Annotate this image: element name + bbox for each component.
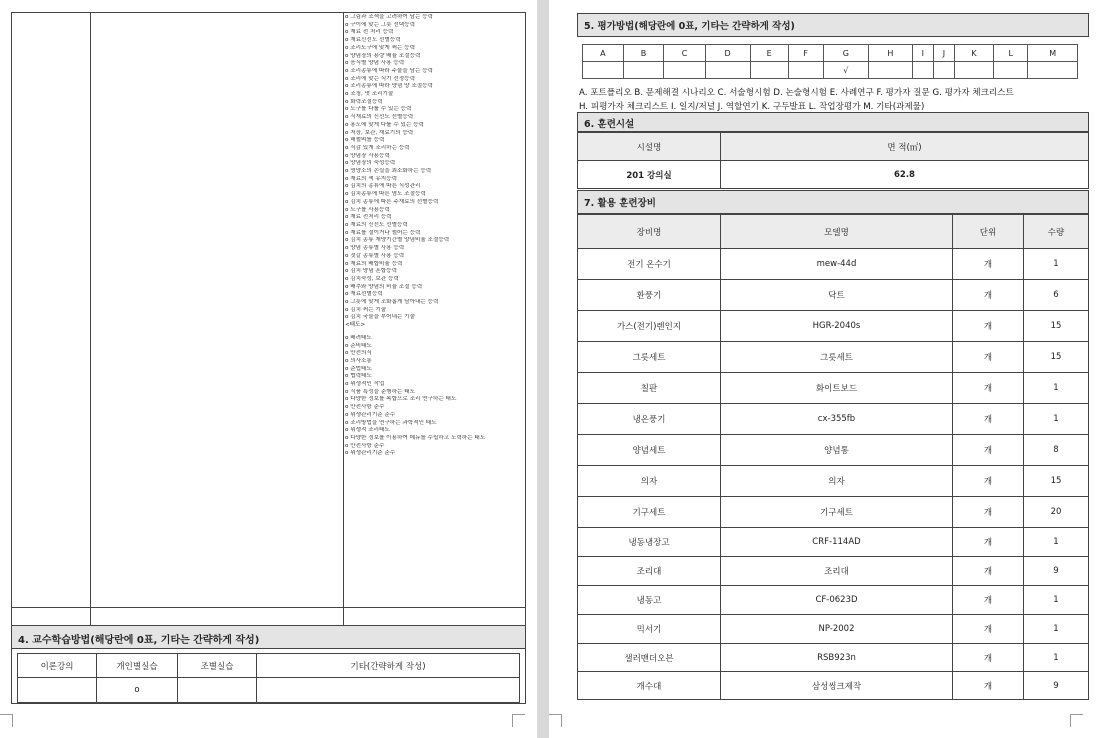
skill-bullet-item: o 재료의 신선도 선별능력 [345, 222, 517, 230]
equipment-row [578, 435, 1089, 466]
evaluation-mark-cell [583, 62, 624, 79]
equipment-name: 칠판 [578, 373, 721, 404]
equipment-model: cx-355fb [721, 404, 953, 435]
equipment-row [578, 615, 1089, 644]
skill-bullet-item: o 재료신선도 선별능력 [345, 37, 517, 45]
equipment-row [578, 373, 1089, 404]
skill-bullet-item: o 저장, 보관, 재료기의 능력 [345, 130, 517, 138]
equipment-row [578, 586, 1089, 615]
equipment-model: CF-0623D [721, 586, 953, 615]
attitude-bullet-item: o 안전사항 준수 [345, 443, 517, 451]
evaluation-mark-cell [994, 62, 1028, 79]
equipment-qty: 1 [1024, 644, 1089, 672]
equipment-model: HGR-2040s [721, 311, 953, 342]
attitude-bullet-item: o 식품 특성을 준행하는 태도 [345, 389, 517, 397]
equipment-name: 의자 [578, 466, 721, 497]
facility-header-area: 면 적(㎡) [721, 133, 1089, 161]
teaching-method-table [17, 653, 520, 703]
skill-bullet-item: o 식재료의 신선도 선별능력 [345, 114, 517, 122]
skill-bullet-item: o 재료 전처리 능력 [345, 214, 517, 222]
equipment-row [578, 311, 1089, 342]
evaluation-legend [579, 86, 1095, 114]
equipment-model: 의자 [721, 466, 953, 497]
attitude-bullet-item: o 다양한 정보를 이용하여 메뉴를 수립하고 노력하는 태도 [345, 435, 517, 443]
equipment-unit: 개 [953, 404, 1024, 435]
skill-bullet-item: o 김치의 종류에 따른 식성관리 [345, 183, 517, 191]
teaching-header-individual: 개인별실습 [97, 654, 178, 678]
attitude-bullet-item: o 의사소통 [345, 358, 517, 366]
section5-heading: 5. 평가방법(해당란에 0표, 기타는 간략하게 작성) [577, 13, 1089, 37]
equipment-qty: 20 [1024, 497, 1089, 528]
crop-mark [512, 714, 525, 727]
equipment-unit: 개 [953, 311, 1024, 342]
skill-bullet-item: o 재료 전 처리 능력 [345, 29, 517, 37]
attitude-bullets [345, 335, 517, 458]
evaluation-letter-cell: I [912, 45, 933, 62]
evaluation-letter-cell: B [623, 45, 664, 62]
equipment-name: 가스(전기)렌인지 [578, 311, 721, 342]
facility-area: 62.8 [721, 161, 1089, 189]
equipment-unit: 개 [953, 672, 1024, 700]
attitude-bullet-item: o 위생관리기준 준수 [345, 450, 517, 458]
equipment-header-qty: 수량 [1024, 215, 1089, 249]
skill-bullet-item: o 김치 국물을 부어내는 기술 [345, 314, 517, 322]
skill-bullet-item: o 김치 양념 혼합능력 [345, 268, 517, 276]
skill-bullet-item: o 음식별 양념 사용 능력 [345, 60, 517, 68]
equipment-model: CRF-114AD [721, 528, 953, 557]
equipment-row [578, 466, 1089, 497]
skill-bullets [345, 14, 517, 322]
skill-bullet-item: o 식감 있게 조리하는 능력 [345, 145, 517, 153]
skill-bullet-item: o 도구를 다룰 수 있는 능력 [345, 106, 517, 114]
equipment-name: 냉동고 [578, 586, 721, 615]
skill-bullet-item: o 구이에 맞는 그릇 선택능력 [345, 22, 517, 30]
equipment-unit: 개 [953, 528, 1024, 557]
crop-mark [1070, 714, 1083, 727]
section4-heading: 4. 교수학습방법(해당란에 0표, 기타는 간략하게 작성) [12, 625, 525, 649]
skill-bullet-item: o 양념장의 숙성능력 [345, 160, 517, 168]
equipment-unit: 개 [953, 497, 1024, 528]
equipment-name: 전기 온수기 [578, 249, 721, 280]
document-page-left[interactable] [0, 0, 537, 738]
skill-bullet-item: o 재료선별능력 [345, 291, 517, 299]
evaluation-letter-cell: E [750, 45, 788, 62]
equipment-name: 믹서기 [578, 615, 721, 644]
attitude-label: <태도> [345, 322, 366, 329]
teaching-header-lecture: 이론강의 [18, 654, 97, 678]
skill-bullet-item: o 도구를 사용능력 [345, 207, 517, 215]
teaching-value-individual: o [97, 678, 178, 703]
competency-bullet-list [345, 14, 517, 458]
skill-bullet-item: o 김치숙성, 보관 능력 [345, 276, 517, 284]
section6-heading: 6. 훈련시설 [577, 112, 1089, 132]
evaluation-mark-cell [705, 62, 750, 79]
equipment-unit: 개 [953, 644, 1024, 672]
row-divider [12, 607, 525, 608]
equipment-name: 샐러맨더오븐 [578, 644, 721, 672]
attitude-bullet-item: o 준법태도 [345, 366, 517, 374]
equipment-header-name: 장비명 [578, 215, 721, 249]
equipment-qty: 9 [1024, 672, 1089, 700]
evaluation-mark-cell [933, 62, 954, 79]
attitude-bullet-item: o 준비태도 [345, 343, 517, 351]
skill-bullet-item: o 재료를 절이거나 썰어는 능력 [345, 230, 517, 238]
attitude-bullet-item: o 안전사항 준수 [345, 404, 517, 412]
document-page-right[interactable] [549, 0, 1096, 738]
equipment-header-unit: 단위 [953, 215, 1024, 249]
equipment-qty: 1 [1024, 615, 1089, 644]
evaluation-mark-cell [954, 62, 993, 79]
equipment-row [578, 404, 1089, 435]
evaluation-letter-cell: F [788, 45, 823, 62]
equipment-name: 환풍기 [578, 280, 721, 311]
skill-bullet-item: o 화력조절능력 [345, 99, 517, 107]
equipment-qty: 1 [1024, 249, 1089, 280]
skill-bullet-item: o 젓갈 종류별 사용 능력 [345, 253, 517, 261]
evaluation-letter-cell: H [868, 45, 912, 62]
skill-bullet-item: o 재료의 색 유지능력 [345, 176, 517, 184]
equipment-row [578, 528, 1089, 557]
evaluation-mark-cell: √ [823, 62, 868, 79]
equipment-model: 닥트 [721, 280, 953, 311]
evaluation-method-grid [582, 44, 1078, 79]
equipment-qty: 15 [1024, 466, 1089, 497]
equipment-name: 개수대 [578, 672, 721, 700]
skill-bullet-item: o 그릇에 맞게 조화롭게 담아내는 능력 [345, 299, 517, 307]
evaluation-letter-cell: M [1028, 45, 1078, 62]
skill-bullet-item: o 조리종류에 따라 양념 양 조절능력 [345, 83, 517, 91]
equipment-qty: 15 [1024, 342, 1089, 373]
equipment-unit: 개 [953, 466, 1024, 497]
evaluation-mark-cell [912, 62, 933, 79]
equipment-row [578, 557, 1089, 586]
equipment-row [578, 249, 1089, 280]
attitude-bullet-item: o 위생적인 작업 [345, 381, 517, 389]
equipment-unit: 개 [953, 342, 1024, 373]
equipment-unit: 개 [953, 373, 1024, 404]
page-gutter [537, 0, 549, 738]
facility-header-name: 시설명 [578, 133, 721, 161]
evaluation-letter-cell: C [664, 45, 705, 62]
skill-bullet-item: o 양념장 사용능력 [345, 153, 517, 161]
attitude-bullet-item: o 다양한 정보를 복합으로 조리 연구하는 태도 [345, 396, 517, 404]
skill-bullet-item: o 재료의 배합비율 능력 [345, 261, 517, 269]
equipment-unit: 개 [953, 435, 1024, 466]
equipment-qty: 9 [1024, 557, 1089, 586]
crop-mark [0, 714, 13, 727]
equipment-unit: 개 [953, 615, 1024, 644]
equipment-unit: 개 [953, 557, 1024, 586]
equipment-row [578, 280, 1089, 311]
skill-bullet-item: o 김치 종류에 따른 주재료의 선별능력 [345, 199, 517, 207]
skill-bullet-item: o 그림과 조색을 고려하여 담는 능력 [345, 14, 517, 22]
evaluation-letter-cell: L [994, 45, 1028, 62]
section7-heading: 7. 활용 훈련장비 [577, 190, 1089, 214]
skill-bullet-item: o 조리도구에 맞게 써는 능력 [345, 45, 517, 53]
evaluation-mark-cell [868, 62, 912, 79]
teaching-header-group: 조별실습 [178, 654, 257, 678]
evaluation-letter-cell: K [954, 45, 993, 62]
column-divider [343, 13, 344, 625]
equipment-model: 조리대 [721, 557, 953, 586]
teaching-header-other: 기타(간략하게 작성) [257, 654, 520, 678]
equipment-qty: 8 [1024, 435, 1089, 466]
skill-bullet-item: o 용도에 맞게 다룰 수 있는 능력 [345, 122, 517, 130]
equipment-model: 삼성씽크제작 [721, 672, 953, 700]
equipment-qty: 1 [1024, 404, 1089, 435]
evaluation-letter-cell: A [583, 45, 624, 62]
equipment-model: mew-44d [721, 249, 953, 280]
attitude-bullet-item: o 위생관리기준 준수 [345, 412, 517, 420]
equipment-unit: 개 [953, 280, 1024, 311]
equipment-header-model: 모델명 [721, 215, 953, 249]
attitude-bullet-item: o 협력태도 [345, 373, 517, 381]
skill-bullet-item: o 해썰벼를 능력 [345, 137, 517, 145]
skill-bullet-item: o 조리에 맞는 식기 선정능력 [345, 76, 517, 84]
equipment-model: 화이트보드 [721, 373, 953, 404]
equipment-row [578, 672, 1089, 700]
skill-bullet-item: o 조리종류에 따라 주물을 담는 능력 [345, 68, 517, 76]
equipment-model: 그릇세트 [721, 342, 953, 373]
equipment-model: NP-2002 [721, 615, 953, 644]
equipment-model: 양념통 [721, 435, 953, 466]
equipment-qty: 6 [1024, 280, 1089, 311]
skill-bullet-item: o 김치 써는 기술 [345, 307, 517, 315]
teaching-value-lecture [18, 678, 97, 703]
equipment-row [578, 644, 1089, 672]
equipment-name: 냉동냉장고 [578, 528, 721, 557]
equipment-name: 조리대 [578, 557, 721, 586]
teaching-value-other [257, 678, 520, 703]
evaluation-legend-line-2: H. 피평가자 체크리스트 I. 일지/저널 J. 역할연기 K. 구두발표 L. 작업장평가 M. 기타(과제물) [579, 102, 925, 112]
evaluation-mark-cell [623, 62, 664, 79]
evaluation-mark-cell [664, 62, 705, 79]
skill-bullet-item: o 조청, 엿 조리기술 [345, 91, 517, 99]
equipment-model: RSB923n [721, 644, 953, 672]
evaluation-mark-cell [788, 62, 823, 79]
equipment-name: 냉온풍기 [578, 404, 721, 435]
attitude-bullet-item: o 조리방법을 연구하는 과학적인 태도 [345, 420, 517, 428]
column-divider [90, 13, 91, 625]
equipment-name: 기구세트 [578, 497, 721, 528]
evaluation-mark-cell [750, 62, 788, 79]
skill-bullet-item: o 양념장의 용량 배율 조절능력 [345, 53, 517, 61]
facility-name: 201 강의실 [578, 161, 721, 189]
crop-mark [549, 714, 562, 727]
equipment-model: 기구세트 [721, 497, 953, 528]
equipment-qty: 15 [1024, 311, 1089, 342]
equipment-name: 양념세트 [578, 435, 721, 466]
evaluation-mark-cell [1028, 62, 1078, 79]
equipment-row [578, 342, 1089, 373]
equipment-qty: 1 [1024, 586, 1089, 615]
skill-bullet-item: o 김치종류에 따른 염도 조절능력 [345, 191, 517, 199]
evaluation-letter-cell: G [823, 45, 868, 62]
attitude-bullet-item: o 배려태도 [345, 335, 517, 343]
equipment-unit: 개 [953, 586, 1024, 615]
training-equipment-table [577, 214, 1089, 700]
evaluation-letter-cell: D [705, 45, 750, 62]
evaluation-legend-line-1: A. 포트폴리오 B. 문제해결 시나리오 C. 서술형시험 D. 논술형시험 E. 사례연구 F. 평가자 질문 G. 평가자 체크리스트 [579, 88, 1014, 98]
equipment-qty: 1 [1024, 373, 1089, 404]
training-facility-table [577, 132, 1089, 189]
equipment-name: 그릇세트 [578, 342, 721, 373]
skill-bullet-item: o 양념 종류별 사용 능력 [345, 245, 517, 253]
teaching-value-group [178, 678, 257, 703]
skill-bullet-item: o 김치 종류 재양기간별 양념비율 조절능력 [345, 237, 517, 245]
equipment-row [578, 497, 1089, 528]
attitude-bullet-item: o 위생적 조리태도 [345, 427, 517, 435]
evaluation-letter-cell: J [933, 45, 954, 62]
skill-bullet-item: o 배추와 양념의 비율 조절 능력 [345, 284, 517, 292]
attitude-bullet-item: o 안전의식 [345, 350, 517, 358]
skill-bullet-item: o 영양소의 손실을 최소화하는 능력 [345, 168, 517, 176]
equipment-unit: 개 [953, 249, 1024, 280]
equipment-qty: 1 [1024, 528, 1089, 557]
